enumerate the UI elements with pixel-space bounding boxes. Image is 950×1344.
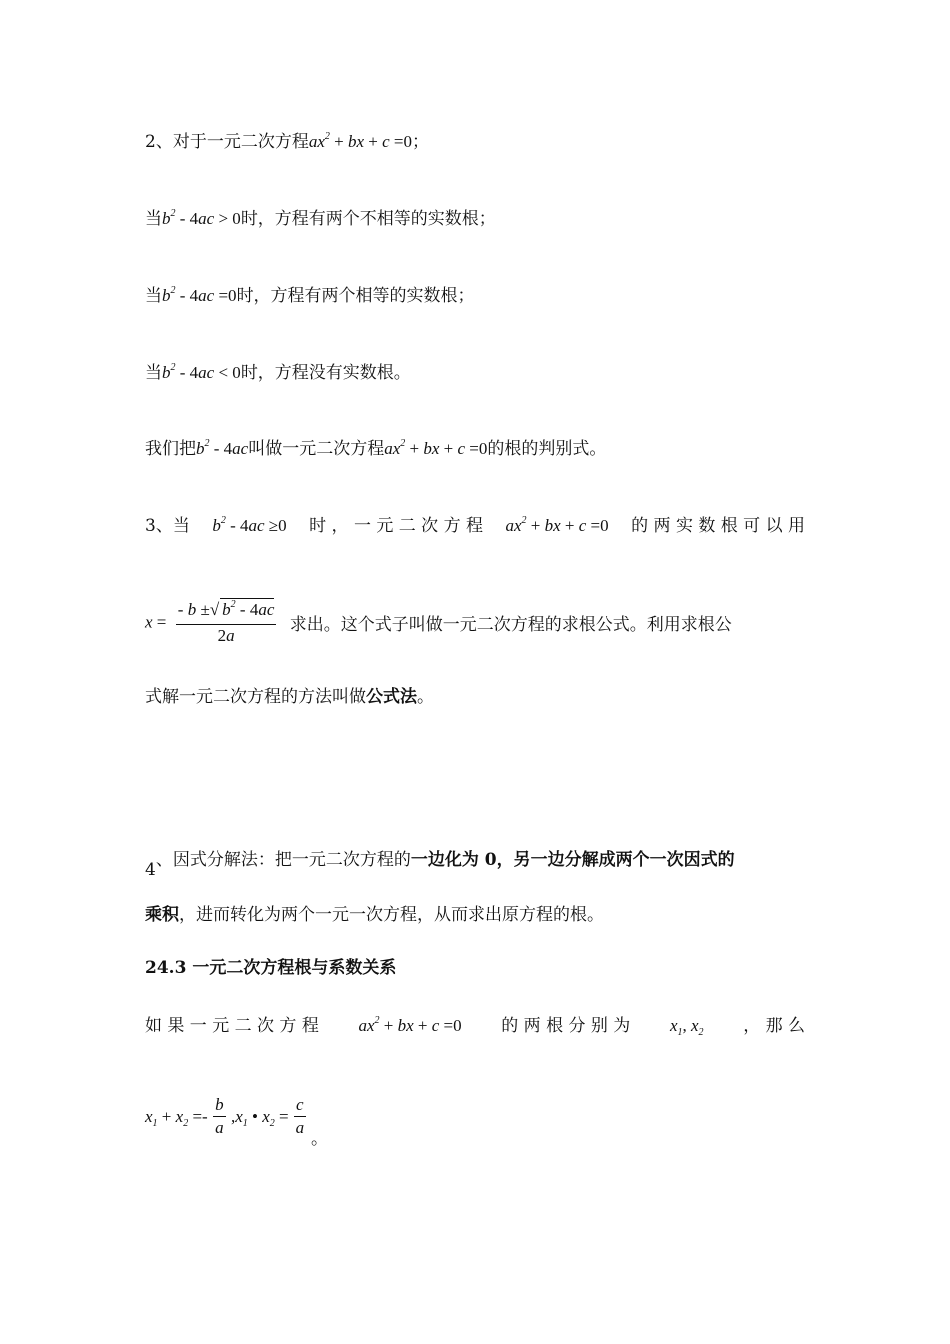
case-negative-dang: 当 <box>145 363 162 383</box>
section-4-bold-a: 一边化为 0，另一边分解成两个一次因式的 <box>410 850 735 870</box>
disc-text-b: 叫做一元二次方程 <box>248 439 385 459</box>
case-zero-line <box>145 284 475 311</box>
discriminant-eq-zero: $b^2 - 4ac =0$ <box>162 285 237 305</box>
case-positive-line <box>145 207 496 234</box>
disc-text-c: 的根的判别式。 <box>487 439 607 459</box>
formula-method-term: 公式法 <box>366 687 417 707</box>
equation-quadratic-4: $ax^2$ + bx + c =0 <box>358 1015 462 1035</box>
roots-x1-x2: $x_1$, $x_2$ <box>669 1016 704 1038</box>
discriminant-lt-zero: $b^2 - 4ac < 0$ <box>162 362 241 382</box>
disc-text-a: 我们把 <box>145 439 196 459</box>
case-zero-dang: 当 <box>145 286 162 306</box>
heading-24-3: 24.3 一元二次方程根与系数关系 <box>145 958 397 978</box>
vieta-text-b: 的 两 根 分 别 为 <box>501 1016 631 1036</box>
section-3-line3-b: 。 <box>417 687 434 707</box>
vieta-end-period: 。 <box>311 1129 328 1149</box>
equation-quadratic-2: $ax^2$ + bx + c =0 <box>384 438 488 458</box>
section-4-line-2 <box>145 903 604 927</box>
section-2-line <box>145 130 429 157</box>
vieta-text-a: 如 果 一 元 二 次 方 程 <box>145 1016 319 1036</box>
vieta-line-1 <box>145 1014 805 1041</box>
case-positive-dang: 当 <box>145 209 162 229</box>
section-3-line-3 <box>145 685 434 709</box>
equation-quadratic: $ax^2$ + bx + c =0 <box>308 131 412 151</box>
case-zero-text: 时，方程有两个相等的实数根； <box>236 286 475 306</box>
quadratic-formula-line <box>145 598 732 647</box>
equation-quadratic-3: $ax^2$ + bx + c =0 <box>505 515 609 535</box>
section-2-suffix: ； <box>412 132 429 152</box>
case-negative-line <box>145 361 411 388</box>
section-4-text-a: 、因式分解法：把一元二次方程的 <box>155 850 411 870</box>
vieta-sum-fraction: $\frac{b}{a}$ <box>215 1095 224 1137</box>
section-3-mid: 时 ， 一 元 二 次 方 程 <box>309 516 483 536</box>
vieta-text-c: ， 那 么 <box>743 1016 805 1036</box>
vieta-formula-line <box>145 1094 328 1149</box>
section-2-prefix: 2、对于一元二次方程 <box>145 132 309 152</box>
section-4-line-1 <box>145 848 735 880</box>
section-4-text-b: ，进而转化为两个一元一次方程，从而求出原方程的根。 <box>179 905 604 925</box>
quadratic-formula-fraction <box>176 598 277 647</box>
section-3-line3-a: 式解一元二次方程的方法叫做 <box>145 687 366 707</box>
formula-denominator: 2a <box>217 626 235 645</box>
section-3-line-1 <box>145 514 805 541</box>
section-3-prefix: 3、当 <box>145 516 190 536</box>
discriminant-expr: $b^2 - 4ac$ <box>196 438 249 458</box>
vieta-sum-lhs: $x_1 + x_2$ =- <box>145 1106 208 1129</box>
discriminant-ge-zero: $b^2 - 4ac \ge 0$ <box>212 515 287 535</box>
formula-numerator: - b ±√ $b^2 - 4ac$ <box>176 598 277 625</box>
section-4-bold-b: 乘积 <box>145 905 179 925</box>
formula-description: 求出。这个式子叫做一元二次方程的求根公式。利用求根公 <box>289 615 732 635</box>
section-4-number: 4 <box>145 860 156 880</box>
discriminant-definition-line <box>145 437 606 464</box>
discriminant-gt-zero: $b^2 - 4ac > 0$ <box>162 208 241 228</box>
case-positive-text: 时，方程有两个不相等的实数根； <box>240 209 496 229</box>
vieta-product-fraction: $\frac{c}{a}$ <box>295 1095 305 1137</box>
section-3-tail: 的 两 实 数 根 可 以 用 <box>631 516 805 536</box>
formula-lhs: x = <box>145 612 167 632</box>
case-negative-text: 时，方程没有实数根。 <box>240 363 411 383</box>
vieta-product-lhs: $,x_1$ • $x_2$ = <box>231 1106 289 1129</box>
